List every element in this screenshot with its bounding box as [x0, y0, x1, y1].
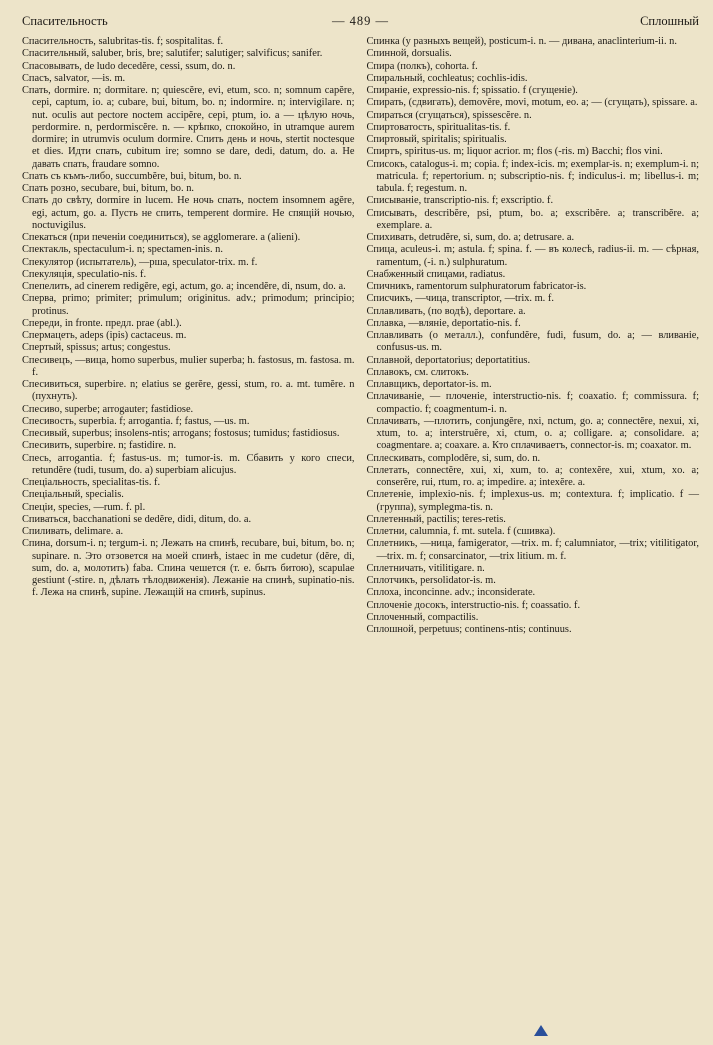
dictionary-entry: Спица, aculeus-i. m; astula. f; spina. f. — въ колесѣ, radius-ii. m. — сѣрная, ramentum, (-i. n.) sulphuratum.: [366, 244, 699, 268]
dictionary-entry: Спесивый, superbus; insolens-ntis; arrogans; fostosus; tumidus; fastidiosus.: [22, 428, 340, 439]
dictionary-entry: Спекуляція, speculatio-nis. f.: [22, 268, 147, 280]
dictionary-entry: Сплетеніе, implexio-nis. f; implexus-us. m; contextura. f; implicatio. f — (группа), symplegma-tis. n.: [366, 489, 699, 513]
dictionary-entry: Спинка (у разныхъ вещей), posticum-i. n. — дивана, anaclinterium-ii. n.: [366, 36, 677, 47]
dictionary-entry: Спесивецъ, —вица, homo superbus, mulier superba; h. fastosus, m. fastosa. m. f.: [22, 354, 355, 378]
dictionary-entry: Сплетникъ, —ница, famigerator, —trix. m. f; calumniator, —trix; vitilitigator, —trix. m. f; consarcinator, —trix litium. m. f.: [366, 538, 699, 562]
dictionary-entry: Спасовывать, de ludo decedĕre, cessi, ssum, do. n.: [22, 60, 236, 72]
dictionary-entry: Спеціальный, specialis.: [22, 489, 124, 501]
dictionary-entry: Списываніе, transcriptio-nis. f; exscriptio. f.: [366, 195, 554, 207]
dictionary-entry: Сплавокъ, см. слитокъ.: [366, 366, 469, 378]
page-header: [22, 10, 699, 32]
dictionary-entry: Сплавщикъ, deportator-is. m.: [366, 379, 492, 390]
dictionary-entry: Списывать, describĕre, psi, ptum, bo. a; exscribĕre. a; transcribĕre. a; exemplare. a.: [366, 207, 699, 231]
dictionary-entry: Спинной, dorsualis.: [366, 48, 452, 60]
dictionary-entry: Спесь, arrogantia. f; fastus-us. m; tumor-is. m. Сбавить у кого спеси, retundĕre (tudi, tusum, do. a) superbiam alicujus.: [22, 452, 355, 476]
dictionary-entry: Сплоха, inconcinne. adv.; inconsiderate.: [366, 587, 536, 599]
right-column: [367, 36, 700, 636]
page-number: — 489 —: [332, 13, 389, 28]
dictionary-entry: Спиваться, bacchanationi se dedĕre, didi, ditum, do. a.: [22, 513, 252, 525]
dictionary-entry: Спеціи, species, —rum. f. pl.: [22, 501, 146, 513]
dictionary-entry: Спереди, in fronte. предл. prae (abl.).: [22, 317, 182, 329]
dictionary-entry: Сплоченный, compactilis.: [366, 611, 479, 623]
dictionary-entry: Спиртъ, spiritus-us. m; liquor acrior. m; flos (-ris. m) Bacchi; flos vini.: [366, 146, 663, 158]
dictionary-entry: Сперва, primo; primiter; primulum; originitus. adv.; primodum; principio; protinus.: [22, 293, 355, 317]
dictionary-entry: Спиливать, delimare. a.: [22, 526, 124, 537]
dictionary-entry: Спира (полкъ), cohorta. f.: [366, 60, 478, 72]
dictionary-entry: Сплачиваніе, — плоченіе, interstructio-nis. f; coaxatio. f; commissura. f; compactio. f; coagmentum-i. n.: [366, 391, 699, 415]
dictionary-entry: Спектакль, spectaculum-i. n; spectamen-inis. n.: [22, 244, 223, 256]
dictionary-entry: Списокъ, catalogus-i. m; copia. f; index-icis. m; exemplar-is. n; exemplum-i. n; matricula. f; repertorium. n; subscriptio-nis. f; indiculus-i. m; libellus-i. m; tabula. f; regestum. n.: [366, 158, 699, 194]
dictionary-entry: Спеціальность, specialitas-tis. f.: [22, 477, 161, 488]
dictionary-entry: Спираніе, expressio-nis. f; spissatio. f (сгущеніе).: [366, 85, 578, 96]
dictionary-entry: Сплавной, deportatorius; deportatitius.: [366, 354, 531, 366]
dictionary-entry: Спиртовый, spiritalis; spiritualis.: [366, 134, 507, 145]
dictionary-entry: Спасительность, salubritas-tis. f; sospitalitas. f.: [22, 36, 224, 47]
dictionary-entry: Сплачивать, —плотить, conjungĕre, nxi, nctum, go. a; connectĕre, nexui, xi, xtum, to. a; interstruĕre, xi, ctum, o. a; colligare. a; consolidare. a; coagmentare. a; coaxare. a. Кто сплачиваетъ, connector-is. m; coaxator. m.: [366, 415, 699, 452]
dictionary-entry: Спирать, (сдвигать), demovĕre, movi, motum, eo. a; — (сгущать), spissare. a.: [366, 97, 698, 109]
dictionary-entry: Спасъ, salvator, —is. m.: [22, 72, 126, 84]
dictionary-entry: Спихивать, detrudĕre, si, sum, do. a; detrusare. a.: [366, 232, 575, 243]
dictionary-entry: Снабженный спицами, radiatus.: [366, 268, 506, 280]
dictionary-entry: Спертый, spissus; artus; congestus.: [22, 342, 171, 354]
dictionary-entry: Сплетенный, pactilis; teres-retis.: [366, 513, 506, 525]
dictionary-entry: Спираться (сгущаться), spissescĕre. n.: [366, 109, 532, 121]
dictionary-entry: Сплавка, —вляніе, deportatio-nis. f.: [366, 317, 521, 329]
dictionary-entry: Спать съ къмъ-либо, succumbĕre, bui, bitum, bo. n.: [22, 170, 242, 182]
ink-mark-icon: [532, 1023, 550, 1037]
dictionary-entry: Спиральный, cochleatus; cochlis-idis.: [366, 72, 528, 84]
dictionary-entry: Сплетать, connectĕre, xui, xi, xum, to. a; contexĕre, xui, xtum, xo. a; conserĕre, rui, rtum, ro. a; impedire. a; intexĕre. a.: [366, 464, 699, 488]
left-column: [22, 36, 355, 636]
dictionary-entry: Спичникъ, ramentorum sulphuratorum fabricator-is.: [366, 281, 587, 292]
dictionary-entry: Сплоченіе досокъ, interstructio-nis. f; coassatio. f.: [366, 599, 581, 611]
dictionary-entry: Спать розно, secubare, bui, bitum, bo. n.: [22, 183, 194, 194]
dictionary-entry: Спать до свѣту, dormire in lucem. Не ночь спать, noctem insomnem agĕre, egi, actum, go. a. Пусть не спить, temperent dormire. Не спящій ночью, noctuvigilus.: [22, 195, 355, 231]
dictionary-entry: Спасительный, saluber, bris, bre; salutifer; salutiger; salvificus; sanifer.: [22, 48, 323, 60]
dictionary-entry: Спесивиться, superbire. n; elatius se gerĕre, gessi, stum, ro. a. mt. tumĕre. n (пухнуть).: [22, 379, 355, 403]
text-columns: [22, 36, 699, 636]
dictionary-entry: Сплавливать (о металл.), confundĕre, fudi, fusum, do. a; — вливаніе, confusus-us. m.: [366, 330, 699, 354]
dictionary-entry: Спиртоватость, spiritualitas-tis. f.: [366, 121, 511, 133]
dictionary-entry: Сплетничать, vitilitigare. n.: [366, 562, 485, 574]
dictionary-entry: Спесивить, superbire. n; fastidire. n.: [22, 440, 177, 452]
header-left-headword: Спасительность: [22, 13, 108, 28]
header-right-headword: Сплошный: [640, 13, 699, 28]
dictionary-entry: Спина, dorsum-i. n; tergum-i. n; Лежать на спинѣ, recubare, bui, bitum, bo. n; supinare. n. Это отзовется на моей спинѣ, istaec in me cudetur (dĕre, di, sum, do. a, молотить) faba. Спина чешется (т. е. быть битою), scapulae gestiunt (-stire. n, дѣлать тѣлодвиженія). Лежаніе на спинѣ, supinatio-nis. f. Лежа на спинѣ, supine. Лежащій на спинѣ, supinus.: [22, 538, 355, 599]
dictionary-entry: Спепелить, ad cinerem redigĕre, egi, actum, go. a; incendĕre, di, nsum, do. a.: [22, 281, 346, 292]
dictionary-entry: Спать, dormire. n; dormitare. n; quiescĕre, evi, etum, sco. n; somnum capĕre, cepi, captum, io. a; cubare, bui, bitum, bo. n; indormire. n; intervigilare. n; nut. oculis aut pectore noctem accipĕre, cepi, ptum, io. a — цѣлую ночь, perdormire. n, perdormiscĕre. n. — крѣпко, спокойно, in utramque aurem dormire; in utrumvis oculum dormire. Спить день и ночь, stertit noctesque et dies. Идти спать, cubitum ire; somno se dare, dedi, datum, do. a. Не давать спать, fraudare somno.: [22, 85, 355, 170]
dictionary-entry: Сплотчикъ, persolidator-is. m.: [366, 575, 496, 586]
dictionary-entry: Списчикъ, —чица, transcriptor, —trix. m. f.: [366, 293, 554, 305]
dictionary-entry: Сплошной, perpetuus; continens-ntis; continuus.: [366, 624, 572, 635]
dictionary-entry: Сплавливать, (по водѣ), deportare. a.: [366, 305, 526, 317]
dictionary-entry: Спекаться (при печеніи соединиться), se agglomerare. a (alieni).: [22, 232, 301, 243]
dictionary-entry: Спекулятор (испытатель), —рша, speculator-trix. m. f.: [22, 256, 258, 268]
dictionary-entry: Спесиво, superbe; arrogauter; fastidiose.: [22, 403, 194, 415]
dictionary-entry: Сплескивать, complodĕre, si, sum, do. n.: [366, 452, 541, 464]
dictionary-entry: Спермацеть, adeps (ipis) cactaceus. m.: [22, 330, 187, 341]
dictionary-entry: Сплетни, calumnia, f. mt. sutela. f (сшивка).: [366, 526, 556, 537]
dictionary-entry: Спесивость, superbia. f; arrogantia. f; fastus, —us. m.: [22, 415, 250, 427]
